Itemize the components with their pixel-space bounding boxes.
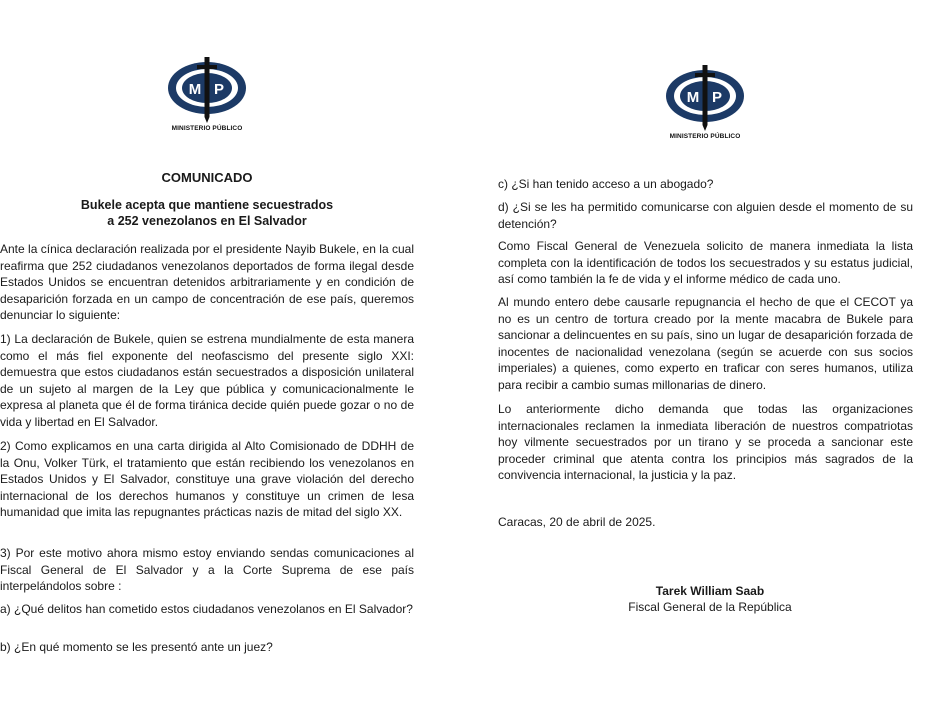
logo-caption: MINISTERIO PÚBLICO <box>171 125 243 132</box>
logo-initial-p-right: P <box>711 89 723 106</box>
document-title: COMUNICADO <box>161 170 253 185</box>
logo-initial-p: P <box>213 81 225 98</box>
subtitle-line-1: Bukele acepta que mantiene secuestrados <box>80 198 334 212</box>
logo-initial-m: M <box>188 81 202 98</box>
mp-emblem-icon <box>162 55 252 125</box>
request-paragraph: Como Fiscal General de Venezuela solicito de manera inmediata la lista completa con la identificación de todos los secuestrados y su estatus judicial, así como también la fe de vida y el informe médico de cada uno. <box>498 239 913 286</box>
question-b: b) ¿En qué momento se les presentó ante un juez? <box>0 640 273 654</box>
ministerio-publico-logo <box>162 55 252 135</box>
signature-role: Fiscal General de la República <box>628 600 792 614</box>
subtitle-line-2: a 252 venezolanos en El Salvador <box>107 214 307 228</box>
point-3-paragraph: 3) Por este motivo ahora mismo estoy enviando sendas comunicaciones al Fiscal General de El Salvador y a la Corte Suprema de ese país interpelándolos sobre : <box>0 546 414 593</box>
signature-name: Tarek William Saab <box>655 584 765 598</box>
question-d: d) ¿Si se les ha permitido comunicarse con alguien desde el momento de su detención? <box>498 200 913 231</box>
mp-emblem-icon-right <box>660 63 750 133</box>
ministerio-publico-logo-right <box>660 63 750 143</box>
intro-paragraph: Ante la cínica declaración realizada por el presidente Nayib Bukele, en la cual reafirma que 252 ciudadanos venezolanos deportados de forma ilegal desde Estados Unidos se encuentran detenidos arbitrariamente y en condición de desaparición forzada en un campo de concentración de ese país, queremos denunciar lo siguiente: <box>0 242 414 322</box>
question-a: a) ¿Qué delitos han cometido estos ciudadanos venezolanos en El Salvador? <box>0 602 413 616</box>
date-line: Caracas, 20 de abril de 2025. <box>498 515 656 529</box>
question-c: c) ¿Si han tenido acceso a un abogado? <box>498 177 714 191</box>
logo-initial-m-right: M <box>686 89 700 106</box>
logo-caption-right: MINISTERIO PÚBLICO <box>669 133 741 140</box>
point-2-paragraph: 2) Como explicamos en una carta dirigida al Alto Comisionado de DDHH de la Onu, Volker Türk, el tratamiento que están recibiendo los venezolanos en Estados Unidos y El Salvador, constituye una grave violación del derecho internacional de los derechos humanos y constituye un crimen de lesa humanidad que imita las repugnantes prácticas nazis de mitad del siglo XX. <box>0 439 414 519</box>
demand-paragraph: Lo anteriormente dicho demanda que todas las organizaciones internacionales reclamen la inmediata liberación de nuestros compatriotas hoy vilmente secuestrados por un tirano y se proceda a sancionar este proceder criminal que atenta contra los principios más sagrados de la convivencia internacional, la justicia y la paz. <box>498 402 913 482</box>
point-1-paragraph: 1) La declaración de Bukele, quien se estrena mundialmente de esta manera como el más fiel exponente del neofascismo del presente siglo XXI: demuestra que estos ciudadanos están secuestrados a disposición unilateral de un sujeto al margen de la Ley que pública y comunicacionalmente le expresa al planeta que él de forma tiránica decide quién puede gozar o no de vida y libertad en El Salvador. <box>0 332 414 429</box>
cecot-paragraph: Al mundo entero debe causarle repugnancia el hecho de que el CECOT ya no es un centro de tortura creado por la mente macabra de Bukele para sancionar a delincuentes en su país, sino un lugar de desaparición forzada de inocentes de nacionalidad venezolana (según se acuerde con sus socios imperiales) a quienes, como experto en traficar con seres humanos, utiliza para recibir a cambio sumas millonarias de dinero. <box>498 295 913 392</box>
